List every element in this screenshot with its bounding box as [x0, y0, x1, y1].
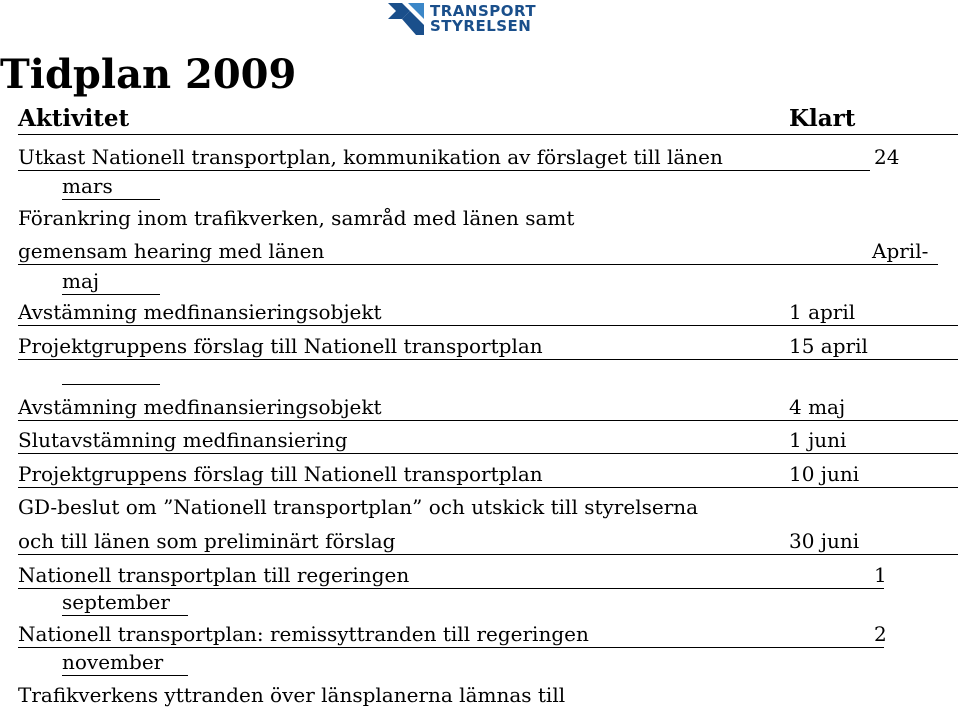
- row-11-activity: Trafikverkens yttranden över länsplanerna lämnas till: [18, 683, 566, 707]
- row-8-activity: GD-beslut om ”Nationell transportplan” och utskick till styrelserna: [18, 495, 699, 519]
- row-2-cont-rule: [62, 294, 160, 295]
- row-6-activity: Slutavstämning medfinansiering: [18, 428, 348, 452]
- row-2-activity: Förankring inom trafikverken, samråd med länen samt: [18, 206, 575, 230]
- row-8-date: 30 juni: [789, 529, 860, 553]
- header-done: Klart: [789, 105, 856, 132]
- row-4-date: 15 april: [789, 334, 868, 358]
- row-1-date-cont: mars: [62, 174, 113, 198]
- row-2-date: April-: [872, 239, 929, 263]
- row-10-rule: [18, 647, 884, 648]
- row-2-date-cont: maj: [62, 269, 100, 293]
- row-4-rule: [18, 359, 958, 360]
- row-1-rule: [18, 170, 870, 171]
- row-3-rule: [18, 325, 958, 326]
- row-5-date: 4 maj: [789, 395, 846, 419]
- page-title: Tidplan 2009: [0, 51, 297, 98]
- row-7-activity: Projektgruppens förslag till Nationell transportplan: [18, 462, 543, 486]
- row-8-activity-cont: och till länen som preliminärt förslag: [18, 529, 396, 553]
- transportstyrelsen-logo-icon: [388, 3, 424, 35]
- row-8-rule: [18, 554, 958, 555]
- row-4-activity: Projektgruppens förslag till Nationell transportplan: [18, 334, 543, 358]
- row-10-cont-rule: [62, 675, 188, 676]
- row-2-rule: [18, 264, 938, 265]
- row-5-rule: [18, 420, 958, 421]
- logo-wordmark: [430, 4, 536, 34]
- header-activity: Aktivitet: [18, 105, 130, 132]
- row-1-activity: Utkast Nationell transportplan, kommunikation av förslaget till länen: [18, 145, 723, 169]
- row-4-cont-rule: [62, 384, 160, 385]
- row-9-activity: Nationell transportplan till regeringen: [18, 563, 410, 587]
- transportstyrelsen-logo: [388, 2, 536, 36]
- row-10-date: 2: [874, 622, 887, 646]
- header-rule: [18, 134, 958, 135]
- row-3-date: 1 april: [789, 300, 856, 324]
- row-9-date-cont: september: [62, 590, 170, 614]
- row-10-date-cont: november: [62, 650, 164, 674]
- row-6-rule: [18, 453, 958, 454]
- row-9-cont-rule: [62, 615, 188, 616]
- row-7-date: 10 juni: [789, 462, 860, 486]
- row-7-rule: [18, 487, 958, 488]
- row-2-activity-cont: gemensam hearing med länen: [18, 239, 325, 263]
- logo-line-1: TRANSPORT: [430, 2, 537, 20]
- row-9-date: 1: [874, 563, 887, 587]
- row-10-activity: Nationell transportplan: remissyttranden till regeringen: [18, 622, 589, 646]
- row-5-activity: Avstämning medfinansieringsobjekt: [18, 395, 382, 419]
- row-3-activity: Avstämning medfinansieringsobjekt: [18, 300, 382, 324]
- logo-line-2: STYRELSEN: [430, 17, 532, 35]
- row-6-date: 1 juni: [789, 428, 847, 452]
- row-1-cont-rule: [62, 199, 160, 200]
- row-1-date: 24: [874, 145, 900, 169]
